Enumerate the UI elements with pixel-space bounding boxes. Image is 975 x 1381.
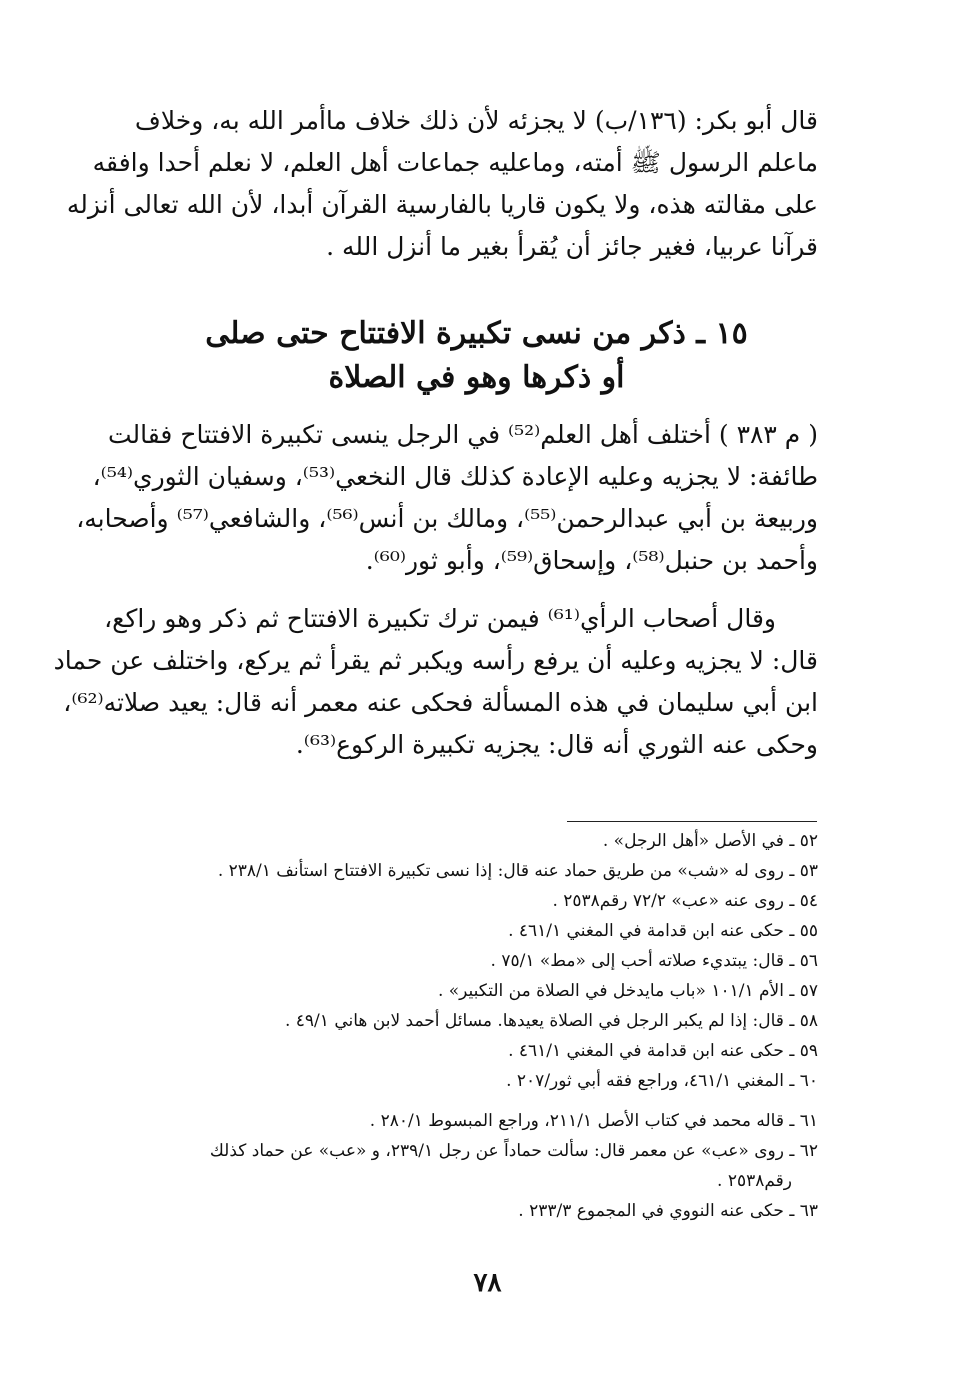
footnote: ٦٣ ـ حكى عنه النووي في المجموع ٢٣٣/٣ .: [518, 1201, 818, 1221]
text-line: قال: لا يجزيه وعليه أن يرفع رأسه ويكبر ثم يقرأ ثم يركع، واختلف عن حماد: [53, 646, 818, 675]
text-line: وحكى عنه الثوري أنه قال: يجزيه تكبيرة الركوع⁽⁶³⁾.: [295, 730, 818, 759]
text-line: قرآنا عربيا، فغير جائز أن يُقرأ بغير ما أنزل الله .: [326, 232, 818, 261]
section-heading: [135, 312, 818, 400]
footnote: ٥٧ ـ الأم ١٠١/١ «باب مايدخل في الصلاة من التكبير» .: [437, 981, 818, 1001]
paragraph-1: [76, 414, 818, 582]
section-heading-line-2: أو ذكرها وهو في الصلاة: [328, 360, 625, 395]
text-line: قال أبو بكر: (١٣٦/ب) لا يجزئه لأن ذلك خلاف ماأمر الله به، وخلاف: [134, 106, 818, 135]
footnote: ٥٤ ـ روى عنه «عب» ٧٢/٢ رقم٢٥٣٨ .: [552, 891, 818, 911]
text-line: طائفة: لا يجزيه وعليه الإعادة كذلك قال النخعي⁽⁵³⁾، وسفيان الثوري⁽⁵⁴⁾،: [92, 462, 818, 491]
text-line: على مقالته هذه، ولا يكون قاريا بالفارسية القرآن أبدا، لأن الله تعالى أنزله: [66, 190, 818, 219]
text-line: ( م ٣٨٣ ) أختلف أهل العلم⁽⁵²⁾ في الرجل ينسى تكبيرة الافتتاح فقالت: [108, 420, 818, 449]
footnote: ٦٠ ـ المغني ٤٦١/١، وراجع فقه أبي ثور/٢٠٧ .: [506, 1071, 818, 1091]
text-line: وأحمد بن حنبل⁽⁵⁸⁾، وإسحاق⁽⁵⁹⁾، وأبو ثور⁽⁶⁰⁾.: [365, 546, 818, 575]
footnote: ٦٢ ـ روى «عب» عن معمر قال: سألت حماداً عن رجل ٢٣٩/١، و «عب» عن حماد كذلك: [209, 1141, 818, 1161]
text-line: وربيعة بن أبي عبدالرحمن⁽⁵⁵⁾، ومالك بن أنس⁽⁵⁶⁾، والشافعي⁽⁵⁷⁾ وأصحابه،: [76, 504, 818, 533]
footnote: ٦١ ـ قاله محمد في كتاب الأصل ٢١١/١، وراجع المبسوط ٢٨٠/١ .: [369, 1111, 818, 1131]
section-heading-line-1: ١٥ ـ ذكر من نسى تكبيرة الافتتاح حتى صلى: [205, 316, 748, 351]
text-line: ماعلم الرسول ﷺ أمته، وماعليه جماعات أهل العلم، لا نعلم أحدا وافقه: [92, 148, 818, 177]
footnote-continuation: رقم٢٥٣٨ .: [717, 1171, 792, 1191]
paragraph-2: [53, 598, 818, 766]
footnote: ٥٢ ـ في الأصل «أهل الرجل» .: [602, 831, 818, 851]
footnote: ٥٥ ـ حكى عنه ابن قدامة في المغني ٤٦١/١ .: [508, 921, 818, 941]
footnote-separator: [567, 821, 817, 822]
text-line: وقال أصحاب الرأي⁽⁶¹⁾ فيمن ترك تكبيرة الافتتاح ثم ذكر وهو راكع،: [104, 604, 776, 633]
intro-paragraph: [66, 100, 818, 268]
text-line: ابن أبي سليمان في هذه المسألة فحكى عنه معمر أنه قال: يعيد صلاته⁽⁶²⁾،: [63, 688, 818, 717]
footnote: ٥٣ ـ روى له «شب» من طريق حماد عنه قال: إذا نسى تكبيرة الافتتاح استأنف ٢٣٨/١ .: [217, 861, 818, 881]
footnote: ٥٩ ـ حكى عنه ابن قدامة في المغني ٤٦١/١ .: [508, 1041, 818, 1061]
footnote: ٥٦ ـ قال: يبتديء صلاته أحب إلى «مط» ٧٥/١ .: [490, 951, 818, 971]
footnote: ٥٨ ـ قال: إذا لم يكبر الرجل في الصلاة يعيدها. مسائل أحمد لابن هاني ٤٩/١ .: [284, 1011, 818, 1031]
footnotes: [135, 826, 818, 1226]
page-number: ٧٨: [473, 1268, 502, 1298]
